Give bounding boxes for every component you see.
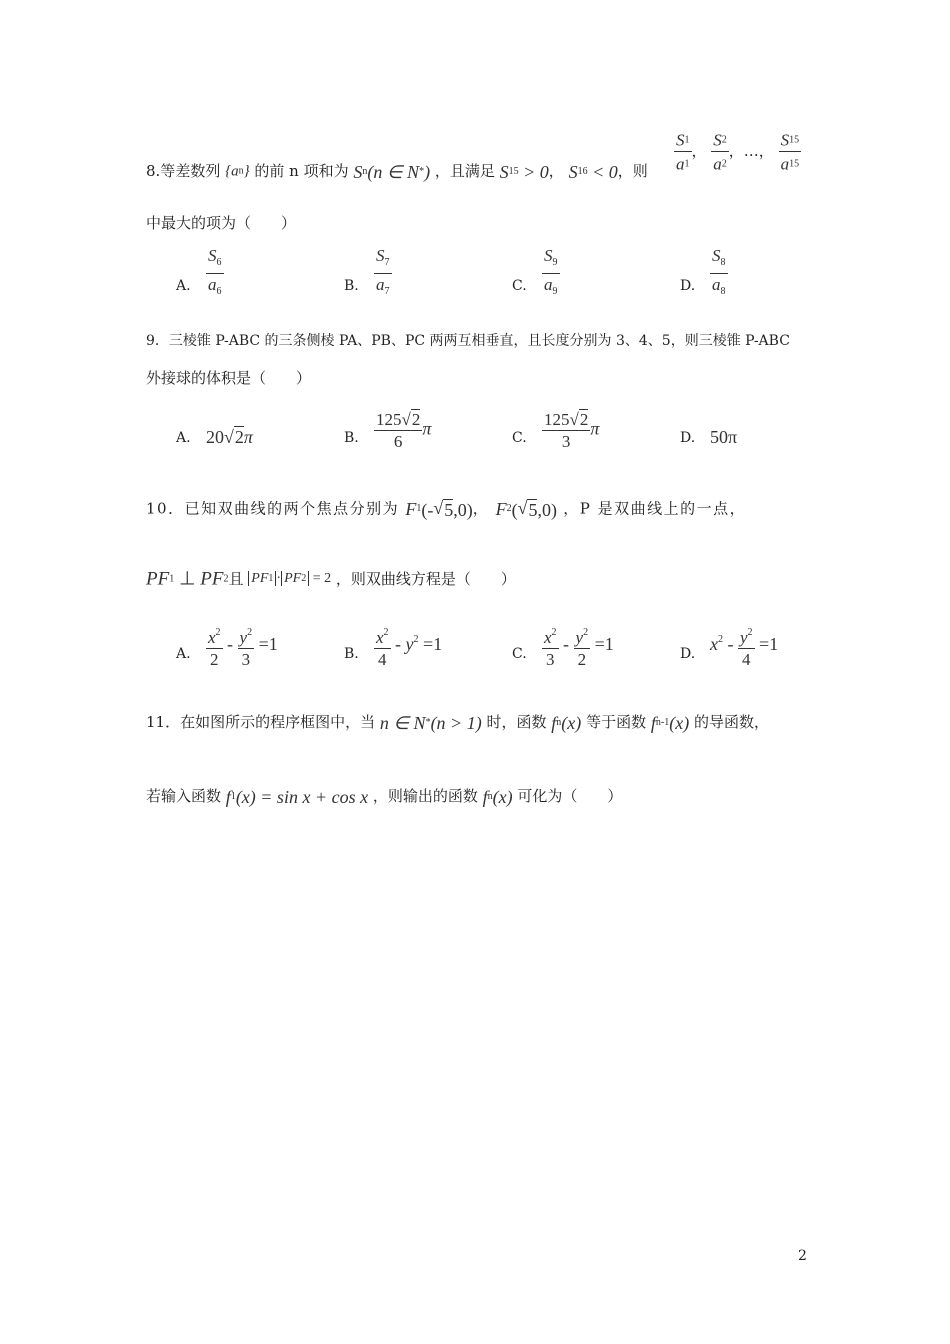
option-label: B.: [344, 430, 359, 446]
q10-text: 且: [228, 570, 244, 588]
option-value: $\frac{S_7}{a_7}$: [376, 246, 390, 297]
q10-line1: [146, 497, 746, 520]
fn-output: fn(x): [482, 786, 513, 807]
q9-line2: 外接球的体积是（ ）: [146, 369, 312, 387]
option-value: 50π: [710, 427, 738, 447]
q8-number: 8.: [146, 162, 161, 180]
frac-s15-a15: $\frac{S15}{a15}$: [779, 128, 802, 174]
frac-s2-a2: $\frac{S2}{a2}$: [711, 128, 729, 174]
page-number: 2: [798, 1248, 807, 1264]
q10-text: ，P 是双曲线上的一点，: [563, 499, 747, 518]
q10-text: ，: [472, 499, 490, 518]
n-condition: n ∈ N*(n > 1): [379, 712, 482, 733]
option-label: B.: [344, 646, 359, 662]
option-value: $\frac{S_9}{a_9}$: [544, 246, 558, 297]
option-label: A.: [176, 430, 191, 446]
option-label: D.: [680, 646, 696, 662]
q11-text: 的导函数，: [693, 713, 769, 731]
q11-line2: [146, 785, 622, 807]
q8-text: ，…，: [728, 142, 774, 161]
option-value: $\frac{x^2}{4}$ - $y^2 =1$: [374, 622, 442, 670]
perp-condition: PF1 ⊥ PF2: [146, 568, 229, 590]
q11-text: 等于函数: [586, 713, 647, 731]
option-label: C.: [512, 278, 527, 294]
option-label: B.: [344, 278, 359, 294]
seq-an: {an}: [225, 162, 250, 180]
sn-expr: Sn(n ∈ N*): [353, 161, 431, 182]
q8-text: ，且满足: [434, 162, 495, 180]
q11-text: 11．在如图所示的程序框图中，当: [146, 713, 376, 731]
frac-s1-a1: $\frac{S1}{a1}$: [674, 128, 692, 174]
option-label: C.: [512, 430, 527, 446]
q11-text: 若输入函数: [146, 787, 222, 805]
abs-product: PF1 · PF2 = 2: [248, 571, 331, 586]
q8-line2: 中最大的项为（ ）: [146, 214, 297, 232]
q10-text: 10．已知双曲线的两个焦点分别为: [146, 499, 400, 518]
q8-text: 的前 n 项和为: [254, 162, 349, 180]
q11-text: ，则输出的函数: [372, 787, 478, 805]
fn-1-x: fn-1(x): [650, 712, 690, 733]
focus-f2: F2(√5,0): [495, 497, 557, 520]
option-label: A.: [176, 646, 191, 662]
q11-text: 可化为（ ）: [517, 787, 623, 805]
option-label: C.: [512, 646, 527, 662]
q11-line1: [146, 711, 769, 733]
q11-text: 时，函数: [486, 713, 547, 731]
q8-line1: [146, 160, 648, 182]
option-value: $x^2$ - $\frac{y^2}{4}$ =1: [710, 622, 778, 670]
option-value: $\frac{125√2}{6}$ π: [376, 410, 432, 451]
q9-line1: 9．三棱锥 P-ABC 的三条侧棱 PA、PB、PC 两两互相垂直，且长度分别为 3、4、5，则三棱锥 P-ABC: [146, 333, 790, 349]
option-value: $\frac{x^2}{3}$ - $\frac{y^2}{2}$ =1: [542, 622, 614, 670]
f1-expr: f1(x) = sin x + cos x: [225, 786, 369, 807]
fn-x: fn(x): [551, 712, 582, 733]
option-value: $\frac{S_8}{a_8}$: [712, 246, 726, 297]
q8-fractions: [674, 128, 801, 174]
option-value: $\frac{x^2}{2}$ - $\frac{y^2}{3}$ =1: [206, 622, 278, 670]
option-value: $\frac{S_6}{a_6}$: [208, 246, 222, 297]
s15-cond: S15 > 0: [499, 161, 549, 182]
q10-line2: [146, 568, 516, 589]
option-label: D.: [680, 278, 696, 294]
q10-text: ，则双曲线方程是（ ）: [335, 570, 516, 588]
option-value: 20√2π: [206, 427, 253, 447]
focus-f1: F1(-√5,0): [405, 497, 473, 520]
q8-text: ，则: [617, 162, 648, 180]
s16-cond: S16 < 0: [568, 161, 618, 182]
option-label: D.: [680, 430, 696, 446]
q8-text: 等差数列: [160, 162, 221, 180]
q8-text: ，: [691, 142, 707, 161]
option-value: $\frac{125√2}{3}$ π: [544, 410, 600, 451]
option-label: A.: [176, 278, 191, 294]
q8-text: ，: [548, 162, 564, 180]
